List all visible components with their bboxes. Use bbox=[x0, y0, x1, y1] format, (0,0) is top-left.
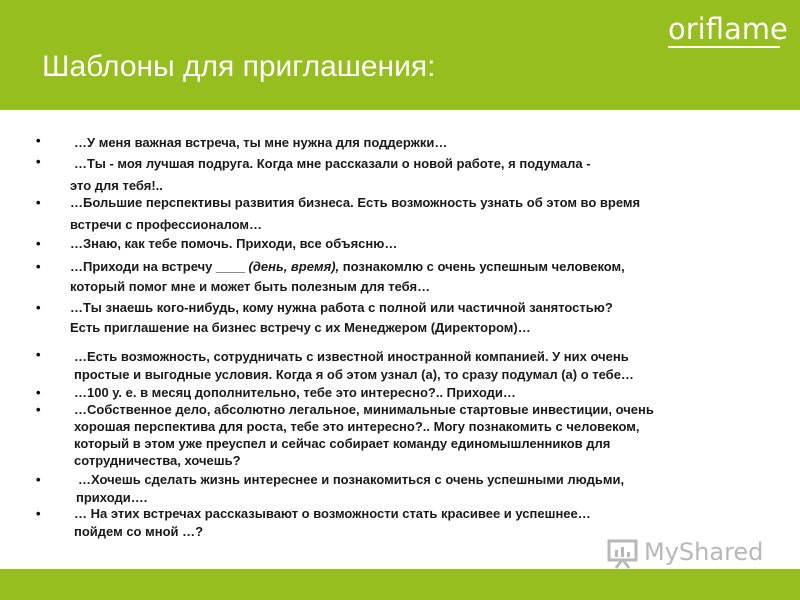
page-title: Шаблоны для приглашения: bbox=[42, 50, 436, 83]
list-item-text bbox=[70, 259, 625, 274]
list-item-text: …100 у. е. в месяц дополнительно, тебе это интересно?.. Приходи… bbox=[74, 385, 516, 400]
list-item-text: …Знаю, как тебе помочь. Приходи, все объясню… bbox=[70, 236, 398, 251]
bullet: • bbox=[36, 236, 41, 251]
bullet: • bbox=[36, 259, 41, 274]
list-item-text: Есть приглашение на бизнес встречу с их Менеджером (Директором)… bbox=[70, 320, 531, 335]
placeholder-day-time: (день, время), bbox=[248, 259, 340, 274]
list-item-text: … На этих встречах рассказывают о возможности стать красивее и успешнее… bbox=[74, 506, 591, 521]
list-item-text: …Собственное дело, абсолютно легальное, минимальные стартовые инвестиции, очень bbox=[74, 402, 654, 417]
text-segment: …Приходи на встречу ____ bbox=[70, 259, 249, 274]
list-item-text: встречи с профессионалом… bbox=[70, 217, 263, 232]
myshared-watermark bbox=[606, 536, 766, 570]
presentation-board-icon bbox=[606, 538, 640, 570]
footer-bar bbox=[0, 569, 800, 600]
bullet: • bbox=[36, 133, 41, 148]
list-item-text: …Ты знаешь кого-нибудь, кому нужна работа с полной или частичной занятостью? bbox=[70, 300, 613, 315]
list-item-text: который помог мне и может быть полезным для тебя… bbox=[70, 279, 431, 294]
list-item-text: хорошая перспектива для роста, тебе это интересно?.. Могу познакомить с человеком, bbox=[74, 419, 640, 434]
list-item-text: …Большие перспективы развития бизнеса. Есть возможность узнать об этом во время bbox=[70, 195, 641, 210]
logo-text: oriflame bbox=[668, 12, 788, 46]
oriflame-logo bbox=[668, 12, 788, 48]
bullet: • bbox=[36, 347, 41, 362]
bullet: • bbox=[36, 472, 41, 487]
list-item-text: пойдем со мной …? bbox=[74, 524, 204, 539]
bullet: • bbox=[36, 402, 41, 417]
list-item-text: простые и выгодные условия. Когда я об этом узнал (а), то сразу подумал (а) о тебе… bbox=[74, 367, 634, 382]
bullet: • bbox=[36, 385, 41, 400]
watermark-text: MyShared bbox=[644, 538, 764, 566]
list-item-text: сотрудничества, хочешь? bbox=[74, 453, 241, 468]
list-item-text: …Есть возможность, сотрудничать с известной иностранной компанией. У них очень bbox=[74, 349, 629, 364]
header-banner bbox=[0, 0, 800, 110]
text-segment: познакомлю с очень успешным человеком, bbox=[339, 259, 625, 274]
list-item-text: …У меня важная встреча, ты мне нужна для поддержки… bbox=[74, 135, 448, 150]
bullet: • bbox=[36, 300, 41, 315]
list-item-text: это для тебя!.. bbox=[70, 178, 163, 193]
bullet: • bbox=[36, 506, 41, 521]
bullet: • bbox=[36, 154, 41, 169]
list-item-text: приходи…. bbox=[76, 490, 148, 505]
list-item-text: …Хочешь сделать жизнь интереснее и познакомиться с очень успешными людьми, bbox=[78, 472, 625, 487]
list-item-text: который в этом уже преуспел и сейчас собирает команду единомышленников для bbox=[74, 436, 611, 451]
bullet: • bbox=[36, 195, 41, 210]
list-item-text: …Ты - моя лучшая подруга. Когда мне рассказали о новой работе, я подумала - bbox=[74, 156, 591, 171]
logo-underline bbox=[668, 46, 780, 48]
